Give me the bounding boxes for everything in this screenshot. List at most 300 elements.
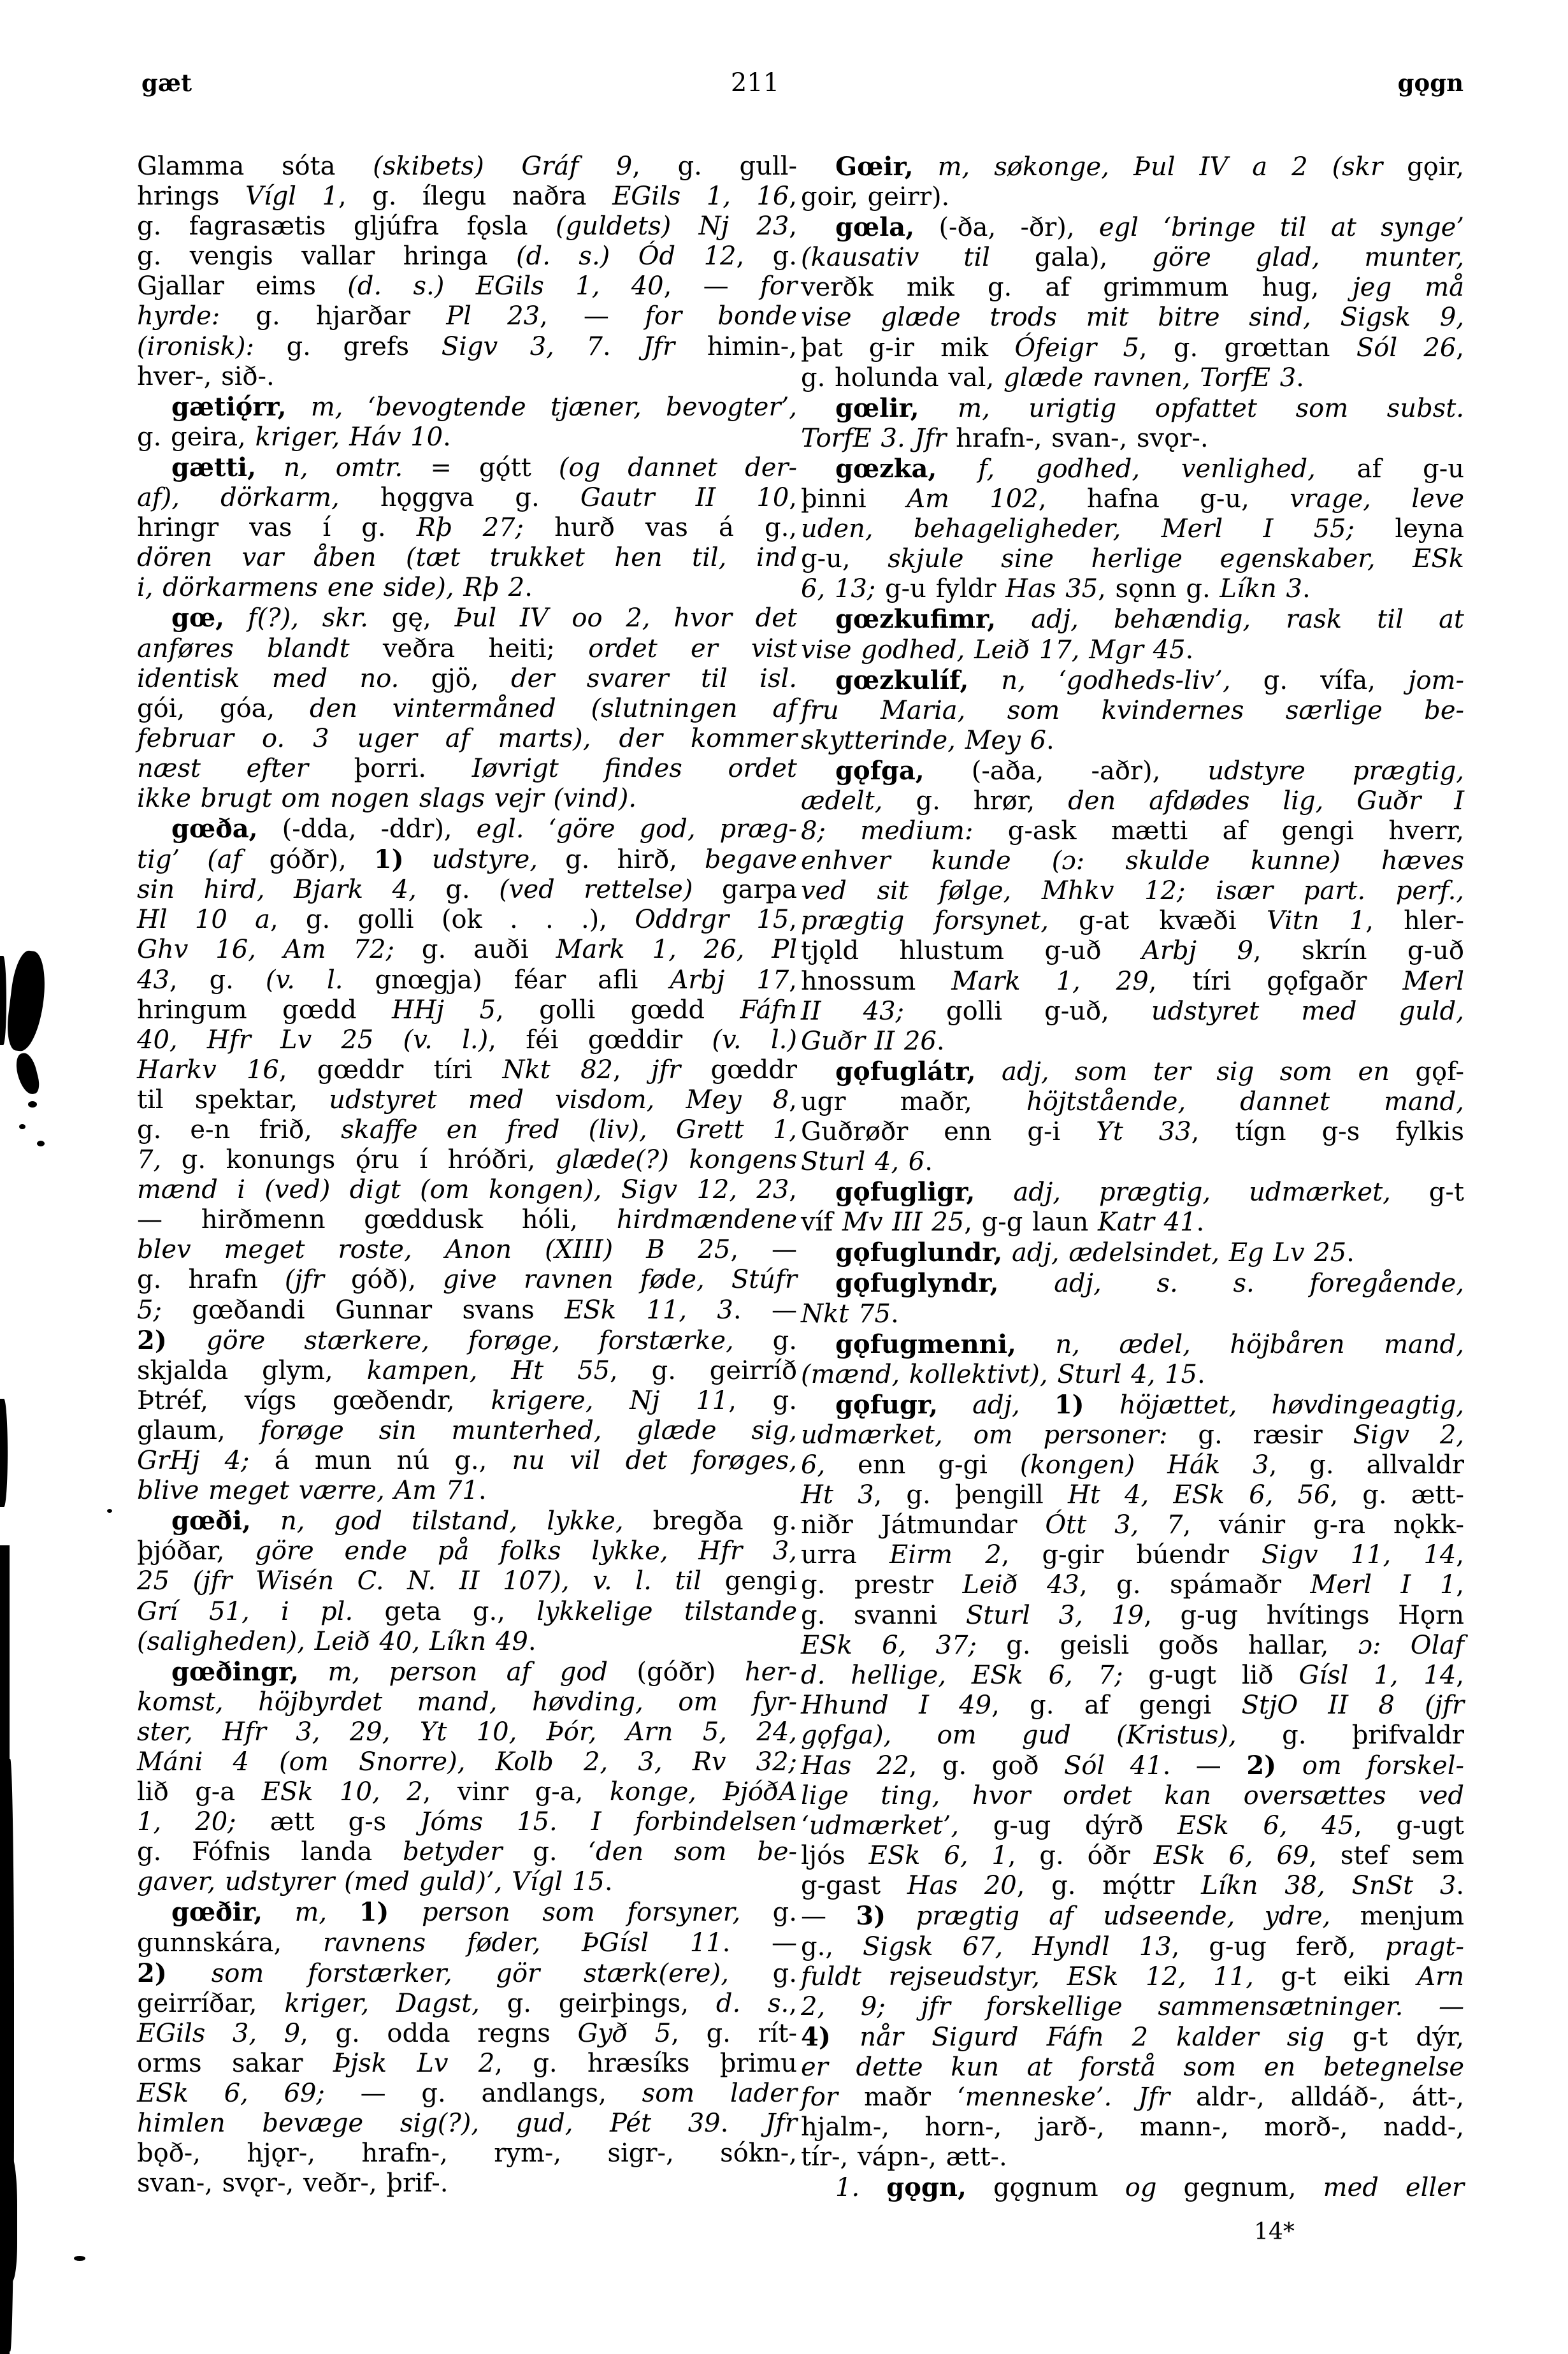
roman-text: (-aða, -aðr), [924, 756, 1208, 786]
roman-text: . — [1162, 1751, 1247, 1780]
italic-text: ved sit følge, Mhkv 12; især part. perf., [801, 876, 1464, 906]
ink-speck [37, 1141, 45, 1146]
italic-text: er dette kun at forstå som en betegnelse [801, 2052, 1464, 2082]
text-line [801, 1117, 1464, 1147]
roman-text: svan-, svǫr-, veðr-, þrif-. [137, 2169, 449, 2199]
italic-text: hyrde: [137, 301, 220, 331]
text-line [137, 2109, 797, 2139]
text-line [137, 995, 797, 1025]
italic-text: mænd i (ved) digt (om kongen), Sigv 12, 23 [137, 1175, 789, 1205]
text-line [137, 1867, 797, 1897]
roman-text: , — [730, 1235, 797, 1265]
italic-text: Hl 10 a [137, 905, 270, 935]
text-line [801, 1390, 1464, 1420]
roman-text: , g. [736, 242, 797, 271]
roman-text: , g. hræsíks þrimu [494, 2048, 797, 2078]
roman-text: , g. spámaðr [1079, 1570, 1311, 1600]
text-line [137, 212, 797, 242]
roman-text: tjǫld hlustum g-uð [801, 936, 1142, 966]
italic-text: d. hellige, ESk 6, 7; [801, 1660, 1123, 1690]
text-line [137, 2079, 797, 2109]
roman-text: gnœgja) féar afli [375, 965, 670, 995]
text-line [137, 1989, 797, 2019]
italic-text: identisk med no. [137, 663, 431, 693]
roman-text: verðk mik g. af grimmum hug, [801, 273, 1353, 303]
italic-text: n, ‘godheds-liv’, [968, 665, 1231, 695]
text-line [137, 1175, 797, 1205]
headword-or-bold-text: 4) [801, 2021, 860, 2052]
text-line [137, 1085, 797, 1115]
text-line [137, 603, 797, 633]
italic-text: ɔ: Olaf [1358, 1630, 1465, 1660]
italic-text: ESk 6, 37; [801, 1630, 977, 1660]
roman-text: gala), [1034, 243, 1153, 273]
italic-text: Has 20 [907, 1871, 1017, 1901]
text-line [137, 1055, 797, 1085]
headword-or-bold-text: gǫfugr, [835, 1389, 938, 1420]
roman-text: g. geirþings, [479, 1988, 716, 2018]
roman-text: , [1456, 1660, 1464, 1690]
roman-text: hǫggva g. [339, 483, 580, 513]
italic-text: ‘udmærket’, [801, 1811, 960, 1841]
italic-text: adj, ædelsindet, Eg Lv 25 [1002, 1238, 1347, 1268]
text-line [801, 967, 1464, 997]
italic-text: göre ende på folks lykke, Hfr 3, [255, 1536, 797, 1566]
text-line [137, 724, 797, 754]
italic-text: 7, [137, 1145, 162, 1175]
roman-text: g. holunda val, [801, 363, 1004, 393]
roman-text: g. hrør, [882, 786, 1068, 816]
roman-text: gengi [724, 1566, 797, 1596]
roman-text: góðr), [269, 845, 374, 875]
text-line [137, 1747, 797, 1777]
roman-text: þjóðar, [137, 1536, 255, 1566]
roman-text: , g. mǫ́ttr [1016, 1871, 1202, 1901]
roman-text: . [1196, 1208, 1205, 1238]
roman-text: . [720, 2109, 766, 2139]
roman-text: , [612, 1055, 651, 1085]
italic-text: Pl 23 [446, 301, 540, 331]
roman-text: , g-ug hvítings Hǫrn [1144, 1600, 1464, 1630]
roman-text: leyna [1355, 514, 1465, 544]
italic-text: dören var åben (tæt trukket hen til, ind [137, 543, 797, 573]
roman-text: , g-ug ferð, [1171, 1932, 1386, 1961]
italic-text: Vitn 1 [1266, 906, 1366, 936]
italic-text: ESk 10, 2 [261, 1777, 423, 1807]
roman-text: gǫir, [1407, 152, 1464, 182]
roman-text: . [1296, 363, 1304, 393]
roman-text: . [528, 1626, 536, 1656]
text-line [801, 1057, 1464, 1087]
text-line [801, 1721, 1464, 1751]
text-line [801, 1480, 1464, 1510]
roman-text: bǫð-, hjǫr-, hrafn-, rym-, sigr-, sókn-, [137, 2139, 797, 2169]
italic-text: Hhund I 49 [801, 1690, 992, 1720]
roman-text: , g. gull- [632, 152, 797, 181]
italic-text: udstyret med visdom, Mey 8 [329, 1085, 789, 1115]
text-line [801, 424, 1464, 454]
roman-text: , féi gœddir [488, 1025, 712, 1055]
text-line [137, 784, 797, 814]
running-head-left: gæt [141, 69, 192, 97]
text-line [801, 1661, 1464, 1691]
italic-text: HHj 5 [392, 995, 496, 1025]
italic-text: Ht 3 [801, 1480, 874, 1510]
roman-text: g. ræsir [1167, 1420, 1353, 1450]
roman-text: g-gast [801, 1871, 907, 1901]
roman-text: (-ða, -ðr), [914, 213, 1099, 243]
left-column [137, 152, 797, 2199]
text-line [801, 2172, 1464, 2203]
roman-text: g. [728, 1958, 798, 1988]
text-line [137, 664, 797, 694]
roman-text: hjalm-, horn-, jarð-, mann-, morð-, nadd-, [801, 2112, 1464, 2142]
roman-text: g. auði [394, 935, 556, 965]
text-line [137, 905, 797, 935]
italic-text: glæde ravnen, TorfE 3 [1003, 363, 1297, 393]
italic-text: vise glæde trods mit bitre sind, Sigsk 9, [801, 303, 1464, 333]
text-line [801, 1510, 1464, 1540]
italic-text: n, ædel, höjbåren mand, [1016, 1329, 1464, 1359]
text-line [137, 1025, 797, 1055]
italic-text: Rþ 27; [416, 513, 524, 543]
headword-or-bold-text: 2) [137, 1325, 206, 1355]
text-line [137, 513, 797, 543]
italic-text: (og dannet der- [558, 452, 798, 482]
text-line [801, 484, 1464, 514]
italic-text: EGils 3, 9 [137, 2018, 301, 2048]
roman-text: , hler- [1365, 906, 1464, 936]
roman-text: gœddr [680, 1055, 797, 1085]
italic-text: 6, 13; [801, 574, 876, 604]
roman-text: til spektar, [137, 1085, 329, 1115]
italic-text: hirdmændene [616, 1205, 797, 1235]
italic-text: give ravnen føde, Stúfr [443, 1265, 797, 1295]
italic-text: når Sigurd Fáfn 2 kalder sig [860, 2022, 1353, 2052]
roman-text: , g. ílegu naðra [338, 182, 613, 212]
italic-text: (v. l. [265, 965, 375, 995]
text-line [137, 1777, 797, 1807]
text-line [801, 2142, 1464, 2172]
text-line [137, 1717, 797, 1747]
text-line [801, 1087, 1464, 1117]
italic-text: adj, behændig, rask til at [996, 605, 1464, 635]
roman-text: , skrín g-uð [1253, 936, 1464, 966]
roman-text: orms sakar [137, 2048, 333, 2078]
text-line [801, 2083, 1464, 2112]
roman-text: g., [801, 1932, 863, 1961]
headword-or-bold-text: gǫfugmenni, [835, 1329, 1016, 1359]
roman-text: Glamma sóta [137, 152, 373, 181]
roman-text: hrafn-, svan-, svǫr-. [956, 423, 1209, 453]
roman-text: hrings [137, 182, 246, 212]
italic-text: Ghv 16, Am 72; [137, 935, 394, 965]
roman-text: ljós [801, 1841, 869, 1871]
headword-or-bold-text: 2) [1246, 1750, 1302, 1780]
italic-text: Sturl 3, 19 [965, 1600, 1144, 1630]
text-line [801, 1601, 1464, 1631]
headword-or-bold-text: gǫfuglátr, [835, 1056, 976, 1087]
roman-text: aldr-, alldáð-, átt-, [1196, 2083, 1464, 2112]
italic-text: Sigv 2, [1353, 1420, 1465, 1450]
text-line [137, 754, 797, 784]
roman-text: , [1456, 1570, 1464, 1600]
roman-text: góð), [350, 1265, 443, 1295]
italic-text: Arn [1417, 1961, 1464, 1991]
roman-text: hringr vas í g. [137, 513, 417, 543]
italic-text: Sól 41 [1063, 1751, 1163, 1780]
italic-text: fru Maria, som kvindernes særlige be- [801, 695, 1464, 725]
italic-text: Sigv 3, 7 [441, 331, 603, 361]
italic-text: som lader [642, 2079, 797, 2108]
italic-text: her- [744, 1657, 797, 1687]
text-line [137, 1897, 797, 1928]
roman-text: , g. ætt- [1330, 1480, 1465, 1510]
text-line [801, 1871, 1464, 1901]
headword-or-bold-text: gœzkulíf, [835, 665, 969, 695]
headword-or-bold-text: gœla, [835, 212, 915, 243]
roman-text: ugr maðr, [801, 1087, 1026, 1116]
ink-edge-mark [0, 1399, 8, 1507]
roman-text: , gœddr tíri [278, 1055, 503, 1085]
roman-text: , g. odda regns [300, 2018, 578, 2048]
italic-text: (ironisk): [137, 331, 255, 361]
italic-text: vise godhed, Leið 17, Mgr 45 [801, 635, 1186, 665]
text-line [801, 273, 1464, 303]
italic-text: Iøvrigt findes ordet [471, 753, 798, 783]
text-line [801, 997, 1464, 1027]
italic-text: Nkt 75 [801, 1299, 891, 1329]
headword-or-bold-text: 2) [137, 1958, 212, 1988]
italic-text: skytterinde, Mey 6 [801, 725, 1046, 755]
italic-text: person som forsyner, [422, 1898, 741, 1928]
roman-text: , g. grœttan [1139, 333, 1356, 363]
text-line [801, 1147, 1464, 1177]
roman-text: hurð vas á g., [523, 513, 798, 543]
italic-text: Ófeigr 5 [1014, 333, 1139, 363]
roman-text: , [789, 965, 798, 995]
italic-text: Jfr [643, 331, 675, 361]
italic-text: 5; [137, 1295, 162, 1325]
italic-text: (skibets) Gráf 9 [373, 152, 633, 181]
italic-text: fuldt rejseudstyr, ESk 12, 11, [801, 1961, 1254, 1991]
roman-text: , sǫnn g. [1098, 574, 1220, 604]
text-line [137, 1265, 797, 1295]
roman-text: (-dda, -ddr), [257, 814, 477, 844]
roman-text: víf [801, 1208, 842, 1238]
roman-text: g. [733, 1325, 797, 1355]
headword-or-bold-text: gœzka, [835, 453, 937, 484]
italic-text: Gísl 1, 14 [1298, 1660, 1457, 1690]
italic-text: Merl I 1 [1310, 1570, 1457, 1600]
italic-text: Nkt 82 [502, 1055, 613, 1085]
text-line [137, 1928, 797, 1958]
text-line [137, 1235, 797, 1265]
roman-text: gœðandi Gunnar svans [161, 1295, 565, 1325]
text-line [801, 876, 1464, 906]
text-line [137, 1597, 797, 1627]
italic-text: lige ting, hvor ordet kan oversættes ved [801, 1781, 1464, 1811]
italic-text: ESk 6, 45 [1177, 1811, 1355, 1841]
italic-text: der svarer til isl. [510, 663, 797, 693]
italic-text: Leið 43 [962, 1570, 1079, 1600]
text-line [137, 935, 797, 965]
roman-text: geirríðar, [137, 1988, 285, 2018]
text-line [137, 362, 797, 392]
italic-text: Am 102 [907, 484, 1039, 514]
italic-text: Sigsk 67, Hyndl 13 [863, 1932, 1172, 1961]
italic-text: EGils 1, 16 [612, 182, 789, 212]
roman-text: g-t [1390, 1178, 1464, 1208]
roman-text: enn g-gi [825, 1450, 1020, 1480]
italic-text: Merl [1402, 966, 1464, 996]
roman-text: , g. af gengi [991, 1690, 1242, 1720]
italic-text: (d. s.) Ód 12 [516, 242, 737, 271]
running-head-right: gǫgn [1397, 69, 1464, 97]
page-number: 211 [730, 68, 780, 97]
roman-text: , [1456, 1540, 1464, 1570]
text-line [137, 844, 797, 875]
italic-text: Harkv 16 [137, 1055, 279, 1085]
italic-text: Oddrgr 15 [635, 905, 789, 935]
roman-text: glaum, [137, 1415, 261, 1445]
italic-text: jfr [651, 1055, 681, 1085]
italic-text: Þjsk Lv 2 [333, 2048, 495, 2078]
roman-text: g. svanni [801, 1600, 966, 1630]
headword-or-bold-text: 1) [359, 1897, 422, 1928]
roman-text: garpa [693, 875, 798, 905]
ink-edge-mark [0, 2154, 17, 2281]
italic-text: (ved rettelse) [499, 875, 693, 905]
italic-text: komst, höjbyrdet mand, høvding, om fyr- [137, 1687, 797, 1717]
roman-text: g. [416, 875, 500, 905]
text-line [137, 332, 797, 362]
roman-text: , g. allvaldr [1269, 1450, 1465, 1480]
text-line [801, 604, 1464, 635]
text-line [137, 1807, 797, 1837]
roman-text: . — [722, 1928, 797, 1958]
text-line [801, 1450, 1464, 1480]
italic-text: Sól 26 [1356, 333, 1457, 363]
roman-text: lið g-a [137, 1777, 262, 1807]
text-line [801, 786, 1464, 816]
text-line [801, 635, 1464, 665]
italic-text: gaver, udstyrer (med guld)’, Vígl 15 [137, 1867, 605, 1897]
headword-or-bold-text: 3) [856, 1901, 916, 1932]
italic-text: sin hird, Bjark 4, [137, 875, 417, 905]
roman-text: gói, góa, [137, 693, 310, 723]
roman-text: veðra heiti; [382, 633, 589, 663]
roman-text: = gǫ́tt [403, 452, 559, 482]
italic-text: n, omtr. [256, 452, 403, 482]
italic-text: prægtig forsynet, [801, 906, 1049, 936]
roman-text: , [789, 905, 798, 935]
italic-text: og [1125, 2173, 1184, 2203]
roman-text: gunnskára, [137, 1928, 323, 1958]
ink-speck [28, 1101, 37, 1108]
text-line [801, 1811, 1464, 1841]
ink-smudge [4, 949, 50, 1053]
italic-text: kriger, Dagst, [284, 1988, 480, 2018]
text-line [137, 301, 797, 331]
text-line [801, 243, 1464, 273]
italic-text: ster, Hfr 3, 29, Yt 10, Þór, Arn 5, 24, [137, 1717, 797, 1747]
headword-or-bold-text: gœzkufimr, [835, 604, 996, 635]
italic-text: 43 [137, 965, 169, 995]
text-line [801, 1027, 1464, 1057]
headword-or-bold-text: gætiǫ́rr, [171, 391, 287, 422]
italic-text: begave [705, 845, 798, 875]
italic-text: Ótt 3, 7 [1045, 1510, 1183, 1540]
italic-text: adj, prægtig, udmærket, [975, 1178, 1391, 1208]
roman-text: (góðr) [637, 1657, 745, 1687]
italic-text: n, god tilstand, lykke, [250, 1506, 624, 1536]
headword-or-bold-text: Gœir, [835, 152, 914, 182]
italic-text: konge, ÞjóðA [609, 1777, 797, 1807]
text-line [137, 2019, 797, 2049]
italic-text: ravnens føder, ÞGísl 11 [322, 1928, 723, 1958]
italic-text: Vígl 1 [245, 182, 338, 212]
roman-text: , stef sem [1309, 1841, 1464, 1871]
italic-text: udstyre prægtig, [1207, 756, 1464, 786]
headword-or-bold-text: gætti, [171, 452, 257, 482]
italic-text: i, dörkarmens ene side), Rþ 2 [137, 573, 525, 603]
roman-text: gegnum, [1183, 2173, 1323, 2203]
text-line [137, 1296, 797, 1325]
italic-text: den vintermåned (slutningen af [310, 693, 798, 723]
text-line [801, 182, 1464, 212]
text-line [801, 1901, 1464, 1932]
italic-text: ESk 6, 1 [868, 1841, 1008, 1871]
text-line [801, 726, 1464, 756]
headword-or-bold-text: gǫgn, [886, 2172, 967, 2203]
text-line [801, 846, 1464, 876]
text-line [801, 2112, 1464, 2142]
italic-text: tig’ (af [137, 845, 270, 875]
roman-text: , [789, 1085, 797, 1115]
italic-text: Has 22 [801, 1751, 909, 1780]
roman-text: g. hirð, [538, 845, 705, 875]
text-line [801, 1691, 1464, 1721]
roman-text: , g. goð [909, 1751, 1064, 1780]
roman-text: , g. rít- [671, 2018, 798, 2048]
roman-text: hver-, sið-. [137, 361, 275, 391]
italic-text: himlen bevæge sig(?), gud, Pét 39 [137, 2109, 721, 2139]
roman-text: . [1346, 1238, 1355, 1268]
roman-text: , tígn g-s fylkis [1191, 1117, 1464, 1146]
headword-or-bold-text: gǫfuglyndr, [835, 1268, 999, 1299]
italic-text: Grí 51, i pl. [137, 1596, 385, 1626]
italic-text: Sturl 4, 6 [801, 1147, 925, 1177]
roman-text: g. geira, [137, 422, 255, 452]
roman-text: , hafna g-u, [1038, 484, 1290, 514]
text-line [137, 965, 797, 995]
headword-or-bold-text: gœðir, [171, 1897, 263, 1928]
text-line [137, 1145, 797, 1175]
italic-text: 1. [835, 2173, 887, 2203]
roman-text: bregða g. [623, 1506, 797, 1536]
italic-text: Katr 41 [1097, 1208, 1197, 1238]
text-line [801, 2022, 1464, 2053]
roman-text: g. fagrasætis gljúfra fǫsla [137, 212, 556, 242]
italic-text: 8; medium: [801, 816, 974, 846]
italic-text: adj, som ter sig som en [975, 1057, 1416, 1087]
italic-text: gǫfga), om gud (Kristus), [801, 1720, 1237, 1750]
roman-text: . [936, 1026, 945, 1056]
italic-text: II 43; [801, 996, 904, 1026]
italic-text: Eirm 2 [889, 1540, 1002, 1570]
italic-text: glæde(?) kongens [555, 1145, 798, 1175]
